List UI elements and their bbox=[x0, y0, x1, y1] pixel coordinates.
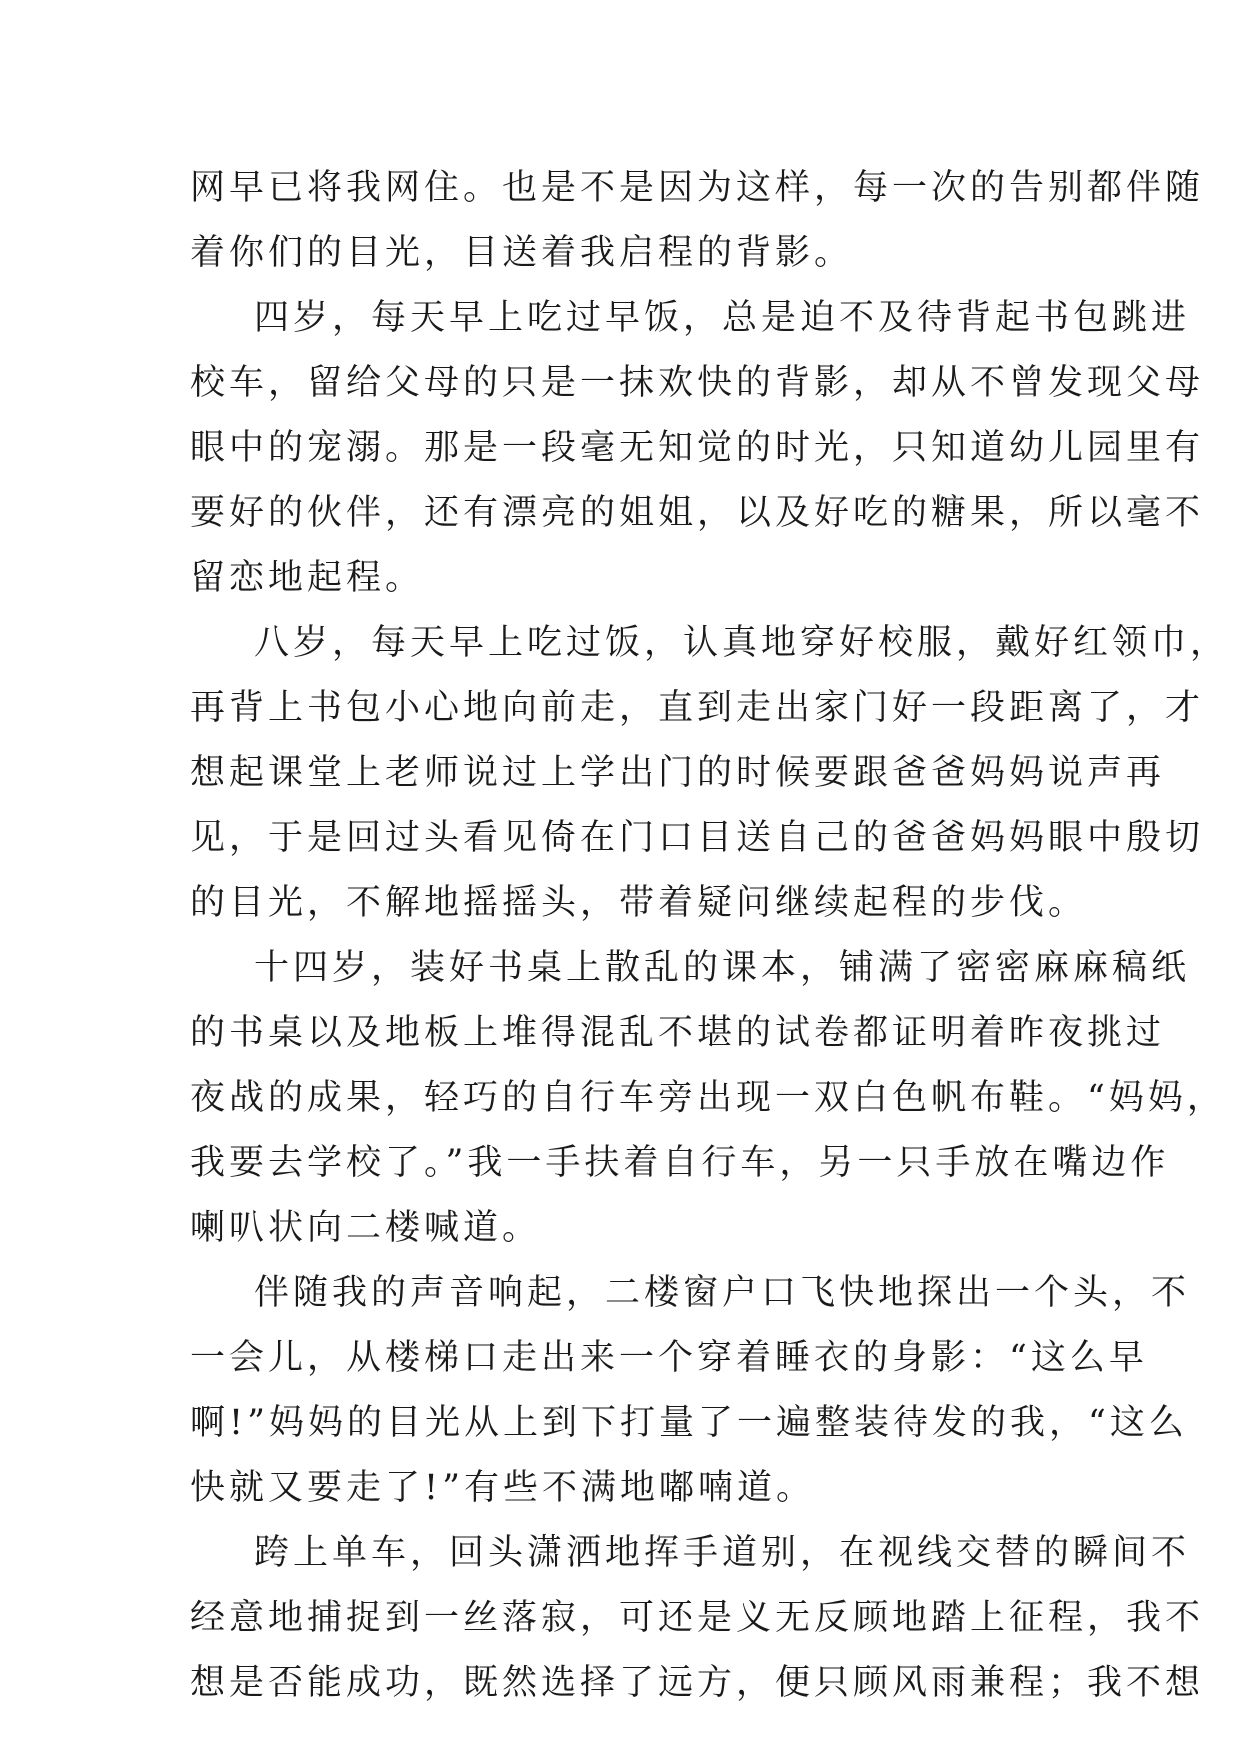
text-line: 眼中的宠溺。那是一段毫无知觉的时光，只知道幼儿园里有 bbox=[190, 428, 1205, 468]
text-line: 喇叭状向二楼喊道。 bbox=[190, 1208, 542, 1248]
text-line: 要好的伙伴，还有漂亮的姐姐，以及好吃的糖果，所以毫不 bbox=[190, 493, 1205, 533]
paragraph-first-line: 伴随我的声音响起，二楼窗户口飞快地探出一个头，不 bbox=[254, 1273, 1191, 1313]
paragraph-first-line: 跨上单车，回头潇洒地挥手道别，在视线交替的瞬间不 bbox=[254, 1533, 1191, 1573]
text-line: 留恋地起程。 bbox=[190, 558, 425, 598]
paragraph-first-line: 四岁，每天早上吃过早饭，总是迫不及待背起书包跳进 bbox=[254, 298, 1191, 338]
text-line: 着你们的目光，目送着我启程的背影。 bbox=[190, 233, 854, 273]
text-line: 校车，留给父母的只是一抹欢快的背影，却从不曾发现父母 bbox=[190, 363, 1205, 403]
paragraph-first-line: 十四岁，装好书桌上散乱的课本，铺满了密密麻麻稿纸 bbox=[254, 948, 1191, 988]
text-line: 我要去学校了。”我一手扶着自行车，另一只手放在嘴边作 bbox=[190, 1143, 1170, 1183]
paragraph-first-line: 八岁，每天早上吃过饭，认真地穿好校服，戴好红领巾， bbox=[254, 623, 1230, 663]
text-line: 的书桌以及地板上堆得混乱不堪的试卷都证明着昨夜挑过 bbox=[190, 1013, 1166, 1053]
text-line: 见，于是回过头看见倚在门口目送自己的爸爸妈妈眼中殷切 bbox=[190, 818, 1205, 858]
text-line: 想起课堂上老师说过上学出门的时候要跟爸爸妈妈说声再 bbox=[190, 753, 1166, 793]
text-line: 快就又要走了!”有些不满地嘟喃道。 bbox=[190, 1468, 815, 1508]
text-line: 想是否能成功，既然选择了远方，便只顾风雨兼程；我不想 bbox=[190, 1663, 1205, 1703]
text-line: 再背上书包小心地向前走，直到走出家门好一段距离了，才 bbox=[190, 688, 1205, 728]
text-line: 网早已将我网住。也是不是因为这样，每一次的告别都伴随 bbox=[190, 168, 1205, 208]
text-line: 的目光，不解地摇摇头，带着疑问继续起程的步伐。 bbox=[190, 883, 1088, 923]
text-line: 经意地捕捉到一丝落寂，可还是义无反顾地踏上征程，我不 bbox=[190, 1598, 1205, 1638]
text-line: 夜战的成果，轻巧的自行车旁出现一双白色帆布鞋。“妈妈， bbox=[190, 1078, 1226, 1118]
text-line: 一会儿，从楼梯口走出来一个穿着睡衣的身影：“这么早 bbox=[190, 1338, 1148, 1378]
document-page bbox=[190, 156, 1230, 1716]
text-line: 啊!”妈妈的目光从上到下打量了一遍整装待发的我，“这么 bbox=[190, 1403, 1188, 1443]
